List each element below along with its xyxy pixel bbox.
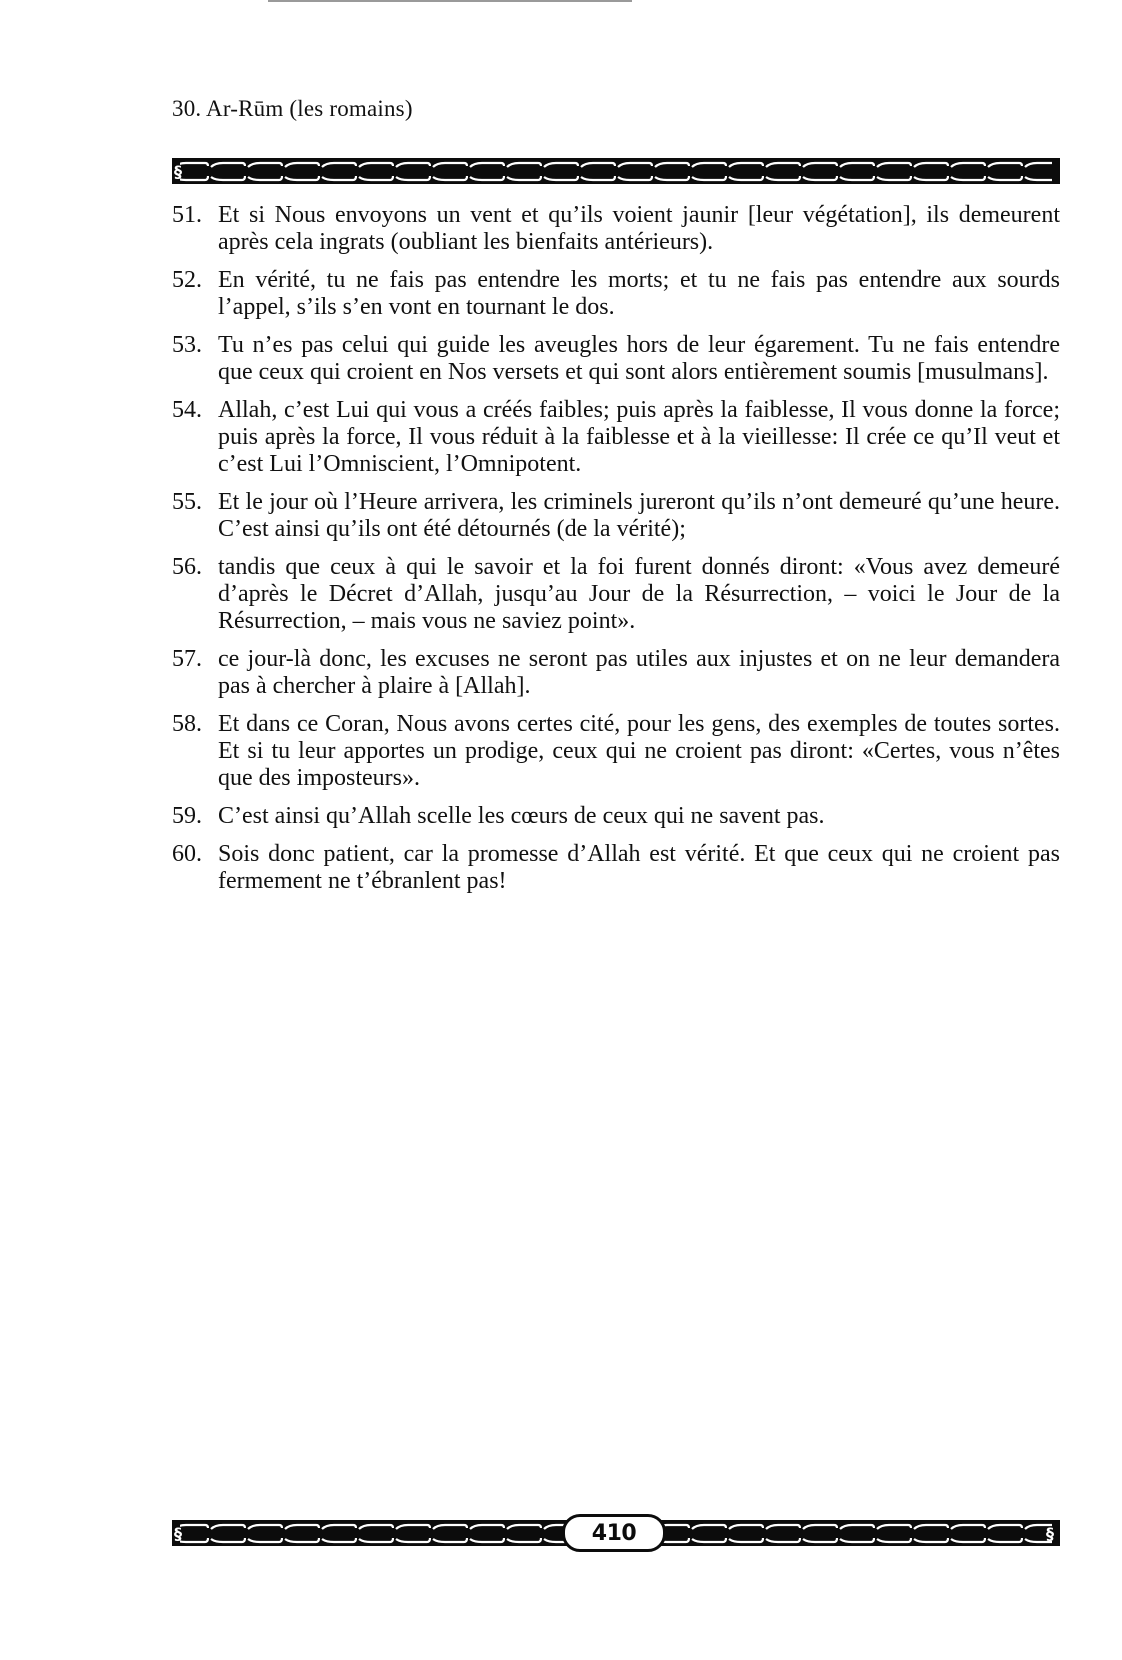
verse-number: 60. bbox=[172, 841, 202, 867]
verse-53 bbox=[172, 332, 1060, 386]
verse-text: En vérité, tu ne fais pas entendre les morts; et tu ne fais pas entendre aux sourds l’appel, s’ils s’en vont en tournant le dos. bbox=[218, 267, 1060, 320]
verse-text: tandis que ceux à qui le savoir et la foi furent donnés diront: «Vous avez demeuré d’après le Décret d’Allah, jusqu’au Jour de la Résurrection, – voici le Jour de la Résurrection, – mais vous ne saviez point». bbox=[218, 554, 1060, 634]
sura-title: 30. Ar-Rūm (les romains) bbox=[172, 96, 413, 121]
ornamental-band-top bbox=[172, 158, 1060, 184]
verse-text: Et dans ce Coran, Nous avons certes cité, pour les gens, des exemples de toutes sortes. Et si tu leur apportes un prodige, ceux qui ne croient pas diront: «Certes, vous n’êtes que des imposteurs». bbox=[218, 711, 1060, 791]
svg-text:§: § bbox=[174, 1524, 182, 1543]
verse-list bbox=[172, 202, 1060, 906]
verse-number: 59. bbox=[172, 803, 202, 829]
verse-text: Et si Nous envoyons un vent et qu’ils voient jaunir [leur végétation], ils demeurent après cela ingrats (oubliant les bienfaits antérieurs). bbox=[218, 202, 1060, 255]
verse-52 bbox=[172, 267, 1060, 321]
verse-number: 54. bbox=[172, 397, 202, 423]
verse-text: Et le jour où l’Heure arrivera, les criminels jureront qu’ils n’ont demeuré qu’une heure. C’est ainsi qu’ils ont été détournés (de la vérité); bbox=[218, 489, 1060, 542]
top-rule bbox=[268, 0, 632, 2]
verse-58 bbox=[172, 711, 1060, 792]
svg-text:§: § bbox=[1046, 1524, 1054, 1543]
chain-ornament bbox=[172, 158, 1060, 184]
verse-number: 52. bbox=[172, 267, 202, 293]
verse-text: Sois donc patient, car la promesse d’Allah est vérité. Et que ceux qui ne croient pas fermement ne t’ébranlent pas! bbox=[218, 841, 1060, 894]
verse-51 bbox=[172, 202, 1060, 256]
svg-text:§: § bbox=[174, 162, 182, 181]
verse-number: 58. bbox=[172, 711, 202, 737]
verse-60 bbox=[172, 841, 1060, 895]
verse-55 bbox=[172, 489, 1060, 543]
verse-text: C’est ainsi qu’Allah scelle les cœurs de ceux qui ne savent pas. bbox=[218, 803, 825, 829]
verse-text: Tu n’es pas celui qui guide les aveugles hors de leur égarement. Tu ne fais entendre que ceux qui croient en Nos versets et qui sont alors entièrement soumis [musulmans]. bbox=[218, 332, 1060, 385]
verse-57 bbox=[172, 646, 1060, 700]
verse-text: ce jour-là donc, les excuses ne seront pas utiles aux injustes et on ne leur demandera pas à chercher à plaire à [Allah]. bbox=[218, 646, 1060, 699]
verse-number: 56. bbox=[172, 554, 202, 580]
verse-number: 57. bbox=[172, 646, 202, 672]
page-number: 410 bbox=[562, 1514, 666, 1552]
verse-number: 55. bbox=[172, 489, 202, 515]
verse-number: 51. bbox=[172, 202, 202, 228]
verse-number: 53. bbox=[172, 332, 202, 358]
verse-54 bbox=[172, 397, 1060, 478]
verse-59 bbox=[172, 803, 1060, 830]
verse-56 bbox=[172, 554, 1060, 635]
verse-text: Allah, c’est Lui qui vous a créés faibles; puis après la faiblesse, Il vous donne la force; puis après la force, Il vous réduit à la faiblesse et à la vieillesse: Il crée ce qu’Il veut et c’est Lui l’Omniscient, l’Omnipotent. bbox=[218, 397, 1060, 477]
